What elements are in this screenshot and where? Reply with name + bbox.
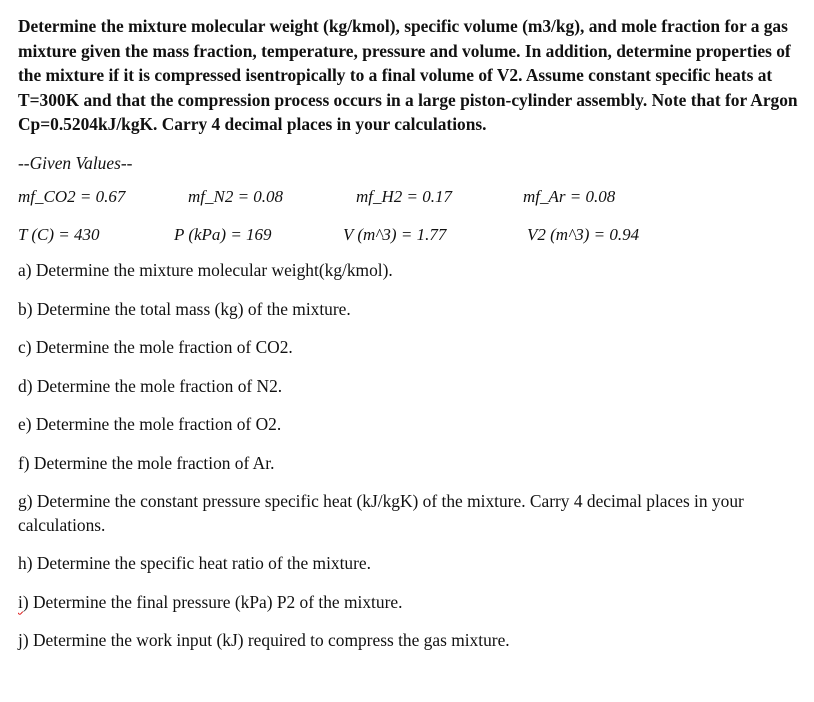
given-values-header: --Given Values-- [18, 152, 133, 173]
given-row-conditions [18, 213, 798, 251]
given-row-mass-fractions [18, 175, 798, 213]
question-e: e) Determine the mole fraction of O2. [18, 414, 282, 435]
question-f: f) Determine the mole fraction of Ar. [18, 452, 275, 473]
problem-document [18, 14, 798, 659]
question-c: c) Determine the mole fraction of CO2. [18, 337, 293, 358]
given-temperature: T (C) = 430 [18, 224, 100, 244]
question-a: a) Determine the mixture molecular weight(kg/kmol). [18, 260, 393, 281]
given-mf-n2: mf_N2 = 0.08 [188, 186, 284, 206]
question-i-text: ) Determine the final pressure (kPa) P2 of the mixture. [22, 591, 403, 612]
question-i-letter: i [18, 591, 23, 612]
given-volume: V (m^3) = 1.77 [343, 224, 447, 244]
given-mf-ar: mf_Ar = 0.08 [523, 186, 616, 206]
question-d: d) Determine the mole fraction of N2. [18, 375, 283, 396]
given-mf-co2: mf_CO2 = 0.67 [18, 186, 126, 206]
question-g: g) Determine the constant pressure specific heat (kJ/kgK) of the mixture. Carry 4 decimal places in your calculations. [18, 490, 744, 535]
question-h: h) Determine the specific heat ratio of the mixture. [18, 553, 371, 574]
given-mf-h2: mf_H2 = 0.17 [356, 186, 452, 206]
problem-intro: Determine the mixture molecular weight (kg/kmol), specific volume (m3/kg), and mole fraction for a gas mixture given the mass fraction, temperature, pressure and volume. In addition, determine properties of the mixture if it is compressed isentropically to a final volume of V2. Assume constant specific heats at T=300K and that the compression process occurs in a large piston-cylinder assembly. Note that for Argon Cp=0.5204kJ/kgK. Carry 4 decimal places in your calculations. [18, 16, 798, 135]
question-j: j) Determine the work input (kJ) required to compress the gas mixture. [18, 630, 510, 651]
question-b: b) Determine the total mass (kg) of the mixture. [18, 298, 351, 319]
given-pressure: P (kPa) = 169 [174, 224, 272, 244]
given-final-volume: V2 (m^3) = 0.94 [527, 224, 640, 244]
question-list [18, 251, 798, 660]
question-i [18, 582, 798, 621]
